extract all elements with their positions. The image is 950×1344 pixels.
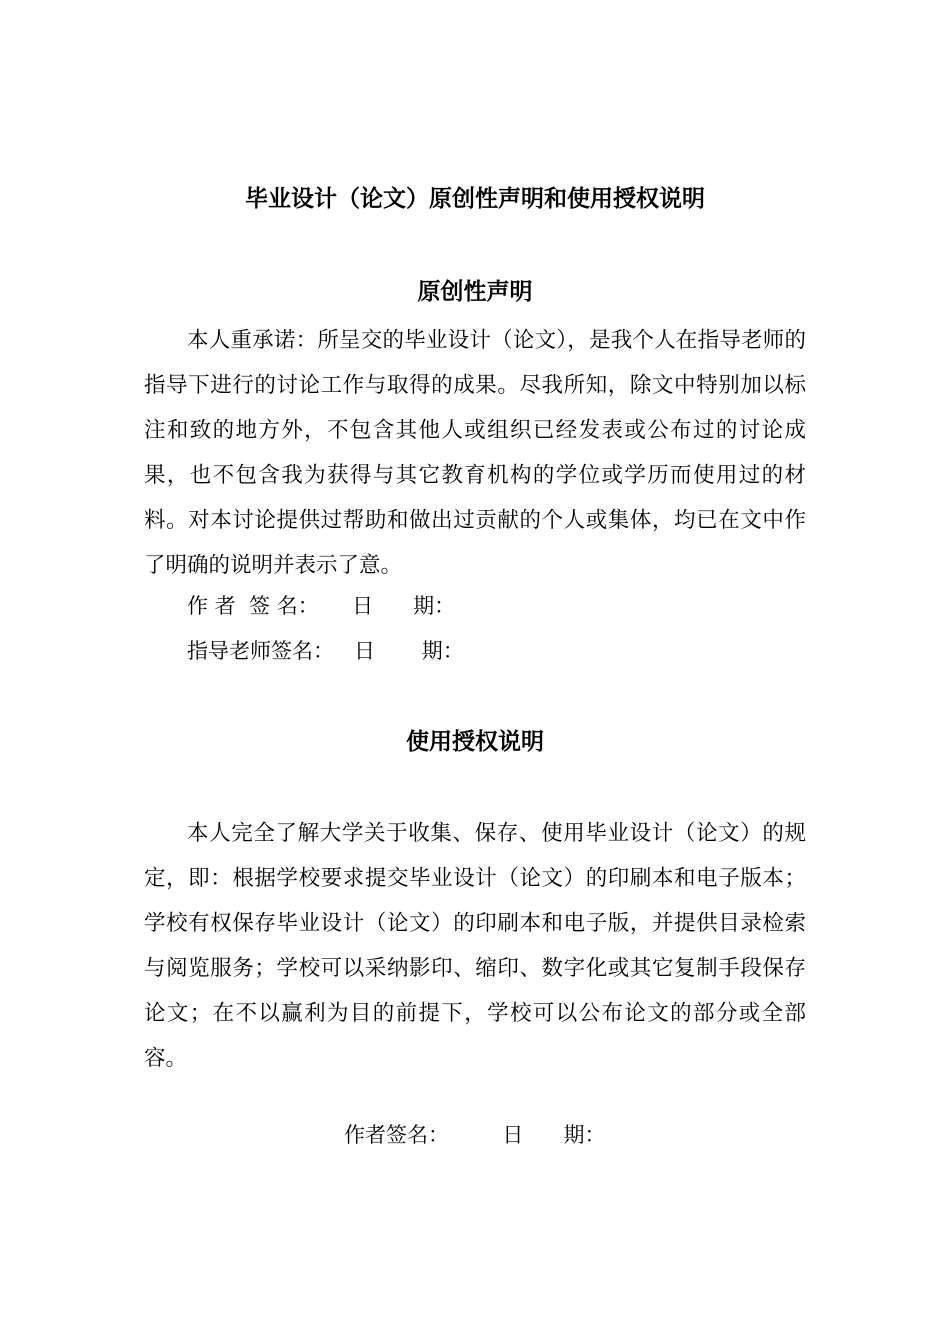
originality-heading: 原创性声明: [417, 279, 533, 305]
authorization-signature-line: 作者签名： 日 期：: [344, 1123, 606, 1147]
authorization-heading: 使用授权说明: [406, 729, 544, 755]
advisor-signature-line: 指导老师签名： 日 期：: [187, 639, 464, 663]
author-signature-line: 作 者 签 名： 日 期：: [187, 594, 456, 618]
originality-statement: 本人重承诺：所呈交的毕业设计（论文），是我个人在指导老师的指导下进行的讨论工作与取得的成果。尽我所知，除文中特别加以标注和致的地方外，不包含其他人或组织已经发表或公布过的讨论成果，也不包含我为获得与其它教育机构的学位或学历而使用过的材料。对本讨论提供过帮助和做出过贡献的个人或集体，均已在文中作了明确的说明并表示了意。: [144, 328, 806, 578]
authorization-statement: 本人完全了解大学关于收集、保存、使用毕业设计（论文）的规定，即：根据学校要求提交毕业设计（论文）的印刷本和电子版本；学校有权保存毕业设计（论文）的印刷本和电子版，并提供目录检索与阅览服务；学校可以采纳影印、缩印、数字化或其它复制手段保存论文；在不以赢利为目的前提下，学校可以公布论文的部分或全部容。: [144, 821, 806, 1071]
document-title: 毕业设计（论文）原创性声明和使用授权说明: [245, 186, 705, 212]
